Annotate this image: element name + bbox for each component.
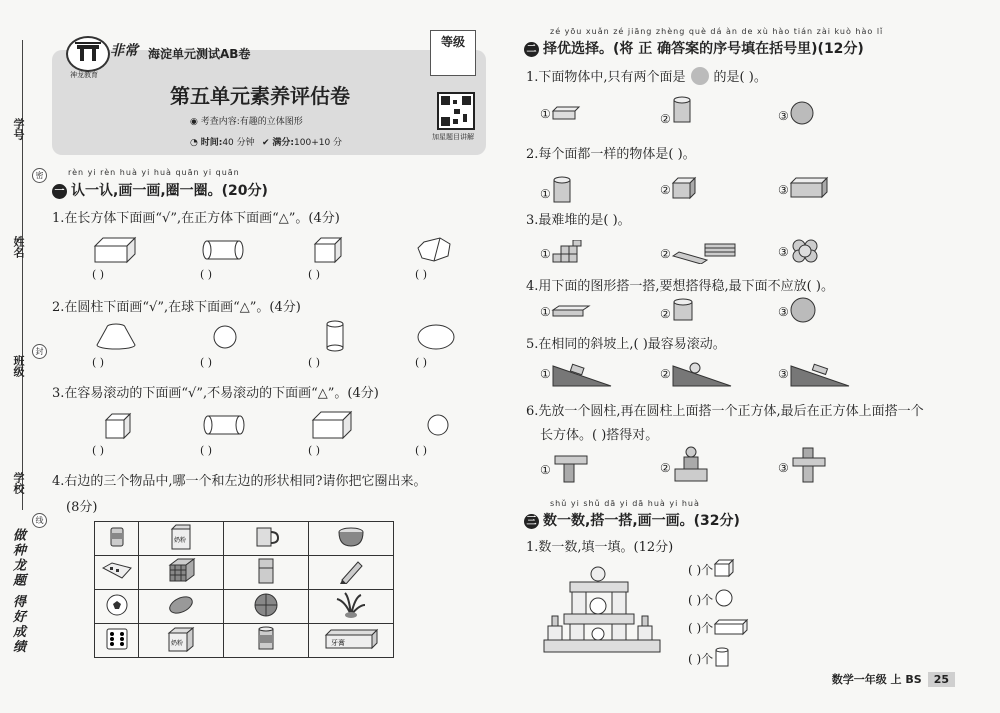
student-number-label: 学号 bbox=[12, 118, 25, 140]
s2-question-6: 6.先放一个圆柱,再在圆柱上面搭一个正方体,最后在正方体上面搭一个 bbox=[526, 404, 924, 419]
s2q2-option-2[interactable]: ② bbox=[660, 176, 697, 200]
brand-name: 非常 bbox=[110, 43, 138, 59]
s2-question-5: 5.在相同的斜坡上,( )最容易滚动。 bbox=[526, 337, 726, 352]
svg-text:牙膏: 牙膏 bbox=[331, 638, 345, 647]
s2q4-option-3[interactable]: ③ bbox=[778, 296, 817, 324]
section1-pinyin: rèn yi rèn huà yi huà quān yi quān bbox=[68, 168, 240, 177]
section1-badge: 一 bbox=[52, 184, 67, 199]
s1q3-answer-1[interactable]: ( ) bbox=[92, 444, 105, 457]
s1q3-answer-2[interactable]: ( ) bbox=[200, 444, 213, 457]
score-label: 满分: bbox=[272, 138, 295, 148]
s2-question-3: 3.最难堆的是( )。 bbox=[526, 213, 631, 228]
cube-icon bbox=[713, 558, 735, 578]
pencil-icon[interactable] bbox=[309, 556, 394, 590]
seal-feng: 封 bbox=[32, 344, 47, 359]
cube-icon bbox=[671, 176, 697, 200]
svg-text:奶粉: 奶粉 bbox=[171, 639, 184, 647]
s3-count-sphere[interactable]: ( )个 bbox=[688, 588, 735, 608]
flat-box-icon bbox=[551, 105, 581, 121]
name-label: 姓名 bbox=[12, 236, 25, 258]
table-row bbox=[95, 590, 394, 624]
slogan: 做种龙题 得好成绩 bbox=[10, 528, 25, 655]
fridge-icon[interactable] bbox=[224, 556, 309, 590]
content-scope-text: 考查内容:有趣的立体图形 bbox=[200, 117, 303, 127]
cylinder-icon bbox=[551, 176, 573, 206]
s2q6-option-2[interactable]: ② bbox=[660, 446, 711, 486]
soccer-ball-icon[interactable] bbox=[95, 590, 139, 624]
s2q5-option-2[interactable]: ② bbox=[660, 360, 733, 388]
s2q3-option-2[interactable]: ② bbox=[660, 240, 741, 264]
s3-count-cylinder[interactable]: ( )个 bbox=[688, 646, 731, 668]
stack-option-3-icon bbox=[789, 446, 829, 486]
section2-pinyin: zé yōu xuǎn zé jiāng zhèng què dá àn de xù hào tián zài kuò hào lǐ bbox=[550, 27, 884, 36]
tin-icon[interactable] bbox=[224, 624, 309, 658]
can-icon[interactable] bbox=[95, 522, 139, 556]
ramp-box-icon bbox=[551, 360, 613, 388]
dice-icon[interactable] bbox=[95, 624, 139, 658]
stacked-cubes-icon bbox=[551, 240, 587, 264]
frustum-shape bbox=[95, 322, 137, 350]
section3-title bbox=[524, 510, 740, 530]
stack-option-1-icon bbox=[551, 452, 591, 486]
s1q3-answer-4[interactable]: ( ) bbox=[415, 444, 428, 457]
upright-cylinder-shape bbox=[325, 320, 345, 352]
school-label: 学校 bbox=[12, 472, 25, 494]
ramp-cylinder-icon bbox=[789, 360, 851, 388]
s2q5-option-3[interactable]: ③ bbox=[778, 360, 851, 388]
qr-code-icon[interactable] bbox=[437, 92, 475, 130]
svg-text:奶粉: 奶粉 bbox=[174, 536, 187, 544]
s2q6-option-1[interactable]: ① bbox=[540, 452, 591, 486]
content-scope: ◉ 考查内容:有趣的立体图形 bbox=[190, 117, 303, 127]
ball-shape bbox=[426, 413, 450, 437]
lying-cylinder-shape bbox=[203, 414, 245, 436]
logo bbox=[66, 36, 110, 72]
seal-xian: 线 bbox=[32, 513, 47, 528]
section3-badge: 三 bbox=[524, 514, 539, 529]
section2-title bbox=[524, 38, 864, 58]
ramp-ball-icon bbox=[671, 360, 733, 388]
section3-pinyin: shǔ yi shǔ dā yi dā huà yi huà bbox=[550, 499, 700, 508]
s3-question-1: 1.数一数,填一填。(12分) bbox=[526, 540, 674, 555]
circle-face-icon bbox=[688, 66, 712, 86]
qr-caption: 加星题目讲解 bbox=[432, 133, 474, 141]
ellipsoid-shape bbox=[416, 323, 456, 351]
time-label: 时间: bbox=[200, 138, 223, 148]
cylinder-shape bbox=[202, 238, 244, 262]
section3-title-text: 数一数,搭一搭,画一画。(32分) bbox=[543, 513, 740, 529]
small-cube-shape bbox=[104, 412, 132, 440]
seal-mi: 密 bbox=[32, 168, 47, 183]
mug-icon[interactable] bbox=[224, 522, 309, 556]
s1-question-2: 2.在圆柱下面画“√”,在球下面画“△”。(4分) bbox=[52, 300, 301, 315]
footer-text: 数学一年级 上 BS bbox=[831, 673, 922, 686]
sphere-icon bbox=[789, 296, 817, 324]
block-castle-figure bbox=[540, 564, 666, 656]
table-row bbox=[95, 624, 394, 658]
s3-count-cuboid[interactable]: ( )个 bbox=[688, 618, 749, 636]
section2-title-text: 择优选择。(将 正 确答案的序号填在括号里)(12分) bbox=[543, 41, 864, 57]
binding-line bbox=[22, 40, 23, 510]
s2q2-option-3[interactable]: ③ bbox=[778, 176, 829, 200]
s2q4-option-2[interactable]: ② bbox=[660, 298, 695, 324]
s2-question-2: 2.每个面都一样的物体是( )。 bbox=[526, 147, 696, 162]
s1-question-1: 1.在长方体下面画“√”,在正方体下面画“△”。(4分) bbox=[52, 211, 340, 226]
s2q1-text-a: 1.下面物体中,只有两个面是 bbox=[526, 70, 686, 85]
s2-question-1 bbox=[526, 66, 767, 86]
hex-prism-shape bbox=[414, 234, 454, 264]
cuboid-shape bbox=[93, 236, 137, 264]
page-footer bbox=[832, 671, 955, 687]
milk-box-icon[interactable] bbox=[139, 522, 224, 556]
score-info: ✔ 满分:100+10 分 bbox=[262, 138, 343, 148]
s1-question-3: 3.在容易滚动的下面画“√”,不易滚动的下面画“△”。(4分) bbox=[52, 386, 379, 401]
rubiks-card-icon[interactable] bbox=[95, 556, 139, 590]
s2q5-option-1[interactable]: ① bbox=[540, 360, 613, 388]
time-value: 40 分钟 bbox=[222, 138, 255, 148]
s2-question-6-line2: 长方体。( )搭得对。 bbox=[540, 428, 659, 443]
sphere-icon bbox=[789, 100, 815, 126]
toothpaste-box-icon[interactable] bbox=[309, 624, 394, 658]
section1-title bbox=[52, 180, 268, 200]
s1q3-answer-3[interactable]: ( ) bbox=[308, 444, 321, 457]
s1q1-answer-2[interactable]: ( ) bbox=[200, 268, 213, 281]
series-name: 海淀单元测试AB卷 bbox=[148, 47, 251, 61]
s2q1-text-b: 的是( )。 bbox=[713, 70, 767, 85]
stacked-boards-icon bbox=[671, 240, 741, 264]
cylinder-icon bbox=[713, 646, 731, 668]
s2q3-option-1[interactable]: ① bbox=[540, 240, 587, 264]
s1q2-answer-1[interactable]: ( ) bbox=[92, 356, 105, 369]
s1q1-answer-4[interactable]: ( ) bbox=[415, 268, 428, 281]
class-label: 班级 bbox=[12, 355, 25, 377]
sphere-icon bbox=[713, 588, 735, 608]
rubiks-cube-icon[interactable] bbox=[139, 556, 224, 590]
milk-carton-icon[interactable] bbox=[139, 624, 224, 658]
s2q1-option-2[interactable]: ② bbox=[660, 96, 693, 126]
s1-question-4-points: (8分) bbox=[66, 500, 98, 515]
section1-title-text: 认一认,画一画,圈一圈。(20分) bbox=[71, 183, 268, 199]
stacked-balls-icon bbox=[789, 236, 823, 264]
cube-shape bbox=[313, 236, 343, 264]
page-number: 25 bbox=[928, 672, 955, 687]
s2q6-option-3[interactable]: ③ bbox=[778, 446, 829, 486]
plant-icon[interactable] bbox=[309, 590, 394, 624]
cuboid-icon bbox=[713, 618, 749, 636]
logo-caption: 神龙教育 bbox=[70, 71, 98, 79]
stack-option-2-icon bbox=[671, 446, 711, 486]
bowl-icon[interactable] bbox=[309, 522, 394, 556]
s1q1-answer-1[interactable]: ( ) bbox=[92, 268, 105, 281]
s2q1-option-3[interactable]: ③ bbox=[778, 100, 815, 126]
objects-table bbox=[94, 521, 394, 658]
table-row bbox=[95, 522, 394, 556]
page-title: 第五单元素养评估卷 bbox=[170, 84, 350, 108]
time-info: ◔ 时间:40 分钟 bbox=[190, 138, 255, 148]
score-value: 100+10 分 bbox=[294, 138, 343, 148]
flat-cuboid-shape bbox=[311, 410, 353, 440]
s2q2-option-1[interactable]: ① bbox=[540, 176, 573, 206]
s1q2-answer-3[interactable]: ( ) bbox=[308, 356, 321, 369]
sphere-shape bbox=[212, 324, 238, 350]
s2q4-option-1[interactable]: ① bbox=[540, 304, 591, 319]
s1-question-4: 4.右边的三个物品中,哪一个和左边的形状相同?请你把它圈出来。 bbox=[52, 474, 427, 489]
grade-box bbox=[430, 30, 476, 76]
s2-question-4: 4.用下面的图形搭一搭,要想搭得稳,最下面不应放( )。 bbox=[526, 279, 834, 294]
basketball-icon[interactable] bbox=[224, 590, 309, 624]
cylinder-icon bbox=[671, 298, 695, 324]
s1q1-answer-3[interactable]: ( ) bbox=[308, 268, 321, 281]
rugby-ball-icon[interactable] bbox=[139, 590, 224, 624]
flat-board-icon bbox=[551, 304, 591, 318]
s2q3-option-3[interactable]: ③ bbox=[778, 236, 823, 264]
s2q1-option-1[interactable]: ① bbox=[540, 105, 581, 121]
s3-count-cube[interactable]: ( )个 bbox=[688, 558, 735, 578]
cuboid-icon bbox=[789, 176, 829, 200]
section2-badge: 二 bbox=[524, 42, 539, 57]
grade-label: 等级 bbox=[440, 35, 465, 49]
table-row bbox=[95, 556, 394, 590]
s1q2-answer-2[interactable]: ( ) bbox=[200, 356, 213, 369]
s1q2-answer-4[interactable]: ( ) bbox=[415, 356, 428, 369]
cylinder-icon bbox=[671, 96, 693, 126]
